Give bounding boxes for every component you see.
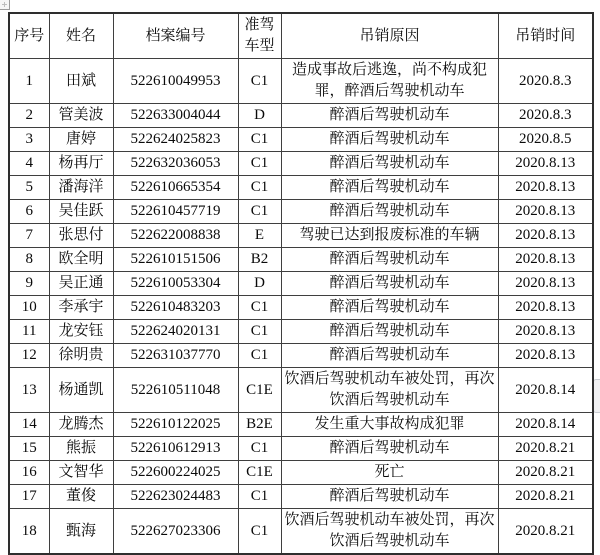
cell-revocation-date: 2020.8.21 <box>498 437 593 461</box>
table-move-handle-icon[interactable] <box>0 0 10 10</box>
cell-serial-number: 12 <box>9 344 49 368</box>
table-row <box>9 437 593 461</box>
cell-file-number: 522600224025 <box>113 461 238 485</box>
column-header-serial: 序号 <box>9 13 49 59</box>
table-row <box>9 248 593 272</box>
cell-serial-number: 15 <box>9 437 49 461</box>
cell-revocation-reason: 饮酒后驾驶机动车被处罚，再次饮酒后驾驶机动车 <box>281 368 498 413</box>
table-row <box>9 176 593 200</box>
cell-revocation-reason: 醉酒后驾驶机动车 <box>281 485 498 509</box>
cell-revocation-date: 2020.8.13 <box>498 296 593 320</box>
table-row <box>9 368 593 413</box>
cell-license-type: C1 <box>238 320 281 344</box>
cell-file-number: 522623024483 <box>113 485 238 509</box>
cell-name: 熊振 <box>49 437 113 461</box>
table-row <box>9 200 593 224</box>
cell-revocation-reason: 醉酒后驾驶机动车 <box>281 128 498 152</box>
cell-name: 田斌 <box>49 59 113 104</box>
cell-revocation-date: 2020.8.21 <box>498 485 593 509</box>
cell-serial-number: 9 <box>9 272 49 296</box>
cell-license-type: C1 <box>238 509 281 555</box>
column-header-date: 吊销时间 <box>498 13 593 59</box>
cell-serial-number: 2 <box>9 104 49 128</box>
cell-license-type: C1 <box>238 437 281 461</box>
cell-revocation-date: 2020.8.13 <box>498 272 593 296</box>
cell-file-number: 522610665354 <box>113 176 238 200</box>
cell-file-number: 522610151506 <box>113 248 238 272</box>
cell-license-type: C1 <box>238 200 281 224</box>
cell-revocation-reason: 醉酒后驾驶机动车 <box>281 344 498 368</box>
cell-file-number: 522610457719 <box>113 200 238 224</box>
cell-revocation-reason: 饮酒后驾驶机动车被处罚，再次饮酒后驾驶机动车 <box>281 509 498 555</box>
cell-revocation-date: 2020.8.3 <box>498 59 593 104</box>
cell-name: 欧全明 <box>49 248 113 272</box>
cell-revocation-reason: 醉酒后驾驶机动车 <box>281 152 498 176</box>
table-row <box>9 59 593 104</box>
cell-name: 文智华 <box>49 461 113 485</box>
cell-serial-number: 5 <box>9 176 49 200</box>
cell-license-type: C1 <box>238 128 281 152</box>
cell-file-number: 522610122025 <box>113 413 238 437</box>
table-header-row <box>9 13 593 59</box>
cell-revocation-date: 2020.8.13 <box>498 320 593 344</box>
cell-revocation-reason: 醉酒后驾驶机动车 <box>281 437 498 461</box>
cell-revocation-reason: 醉酒后驾驶机动车 <box>281 296 498 320</box>
scrollbar-thumb[interactable] <box>593 379 600 413</box>
table-row <box>9 485 593 509</box>
table-row <box>9 461 593 485</box>
cell-license-type: C1E <box>238 461 281 485</box>
cell-name: 杨再厅 <box>49 152 113 176</box>
cell-file-number: 522610053304 <box>113 272 238 296</box>
cell-file-number: 522610511048 <box>113 368 238 413</box>
cell-revocation-reason: 醉酒后驾驶机动车 <box>281 320 498 344</box>
cell-revocation-date: 2020.8.14 <box>498 368 593 413</box>
cell-serial-number: 14 <box>9 413 49 437</box>
cell-serial-number: 7 <box>9 224 49 248</box>
cell-revocation-date: 2020.8.13 <box>498 152 593 176</box>
column-header-name: 姓名 <box>49 13 113 59</box>
cell-revocation-reason: 醉酒后驾驶机动车 <box>281 248 498 272</box>
table-row <box>9 509 593 555</box>
cell-serial-number: 10 <box>9 296 49 320</box>
cell-serial-number: 16 <box>9 461 49 485</box>
cell-revocation-reason: 醉酒后驾驶机动车 <box>281 104 498 128</box>
table-row <box>9 272 593 296</box>
cell-serial-number: 1 <box>9 59 49 104</box>
column-header-file-number: 档案编号 <box>113 13 238 59</box>
cell-revocation-date: 2020.8.21 <box>498 461 593 485</box>
cell-license-type: E <box>238 224 281 248</box>
cell-file-number: 522610612913 <box>113 437 238 461</box>
cell-name: 徐明贵 <box>49 344 113 368</box>
table-row <box>9 152 593 176</box>
cell-name: 潘海洋 <box>49 176 113 200</box>
cell-name: 管美波 <box>49 104 113 128</box>
cell-name: 张思付 <box>49 224 113 248</box>
cell-name: 吴正通 <box>49 272 113 296</box>
cell-file-number: 522627023306 <box>113 509 238 555</box>
cell-license-type: C1 <box>238 59 281 104</box>
cell-license-type: C1 <box>238 485 281 509</box>
column-header-license-type: 准驾车型 <box>238 13 281 59</box>
table-row <box>9 320 593 344</box>
table-row <box>9 104 593 128</box>
cell-file-number: 522610483203 <box>113 296 238 320</box>
cell-name: 杨通凯 <box>49 368 113 413</box>
cell-revocation-date: 2020.8.5 <box>498 128 593 152</box>
cell-name: 龙安钰 <box>49 320 113 344</box>
cell-serial-number: 4 <box>9 152 49 176</box>
cell-revocation-date: 2020.8.13 <box>498 200 593 224</box>
cell-file-number: 522622008838 <box>113 224 238 248</box>
table-row <box>9 128 593 152</box>
cell-serial-number: 3 <box>9 128 49 152</box>
cell-file-number: 522624020131 <box>113 320 238 344</box>
cell-revocation-date: 2020.8.14 <box>498 413 593 437</box>
cell-file-number: 522631037770 <box>113 344 238 368</box>
cell-revocation-date: 2020.8.13 <box>498 344 593 368</box>
cell-file-number: 522633004044 <box>113 104 238 128</box>
cell-license-type: C1E <box>238 368 281 413</box>
table-row <box>9 344 593 368</box>
cell-serial-number: 18 <box>9 509 49 555</box>
cell-license-type: D <box>238 272 281 296</box>
cell-file-number: 522624025823 <box>113 128 238 152</box>
cell-name: 吴佳跃 <box>49 200 113 224</box>
cell-revocation-reason: 驾驶已达到报废标准的车辆 <box>281 224 498 248</box>
cell-revocation-date: 2020.8.21 <box>498 509 593 555</box>
cell-revocation-date: 2020.8.13 <box>498 176 593 200</box>
cell-serial-number: 6 <box>9 200 49 224</box>
cell-revocation-reason: 醉酒后驾驶机动车 <box>281 176 498 200</box>
cell-serial-number: 8 <box>9 248 49 272</box>
cell-revocation-reason: 醉酒后驾驶机动车 <box>281 272 498 296</box>
cell-license-type: C1 <box>238 296 281 320</box>
cell-revocation-reason: 造成事故后逃逸，尚不构成犯罪，醉酒后驾驶机动车 <box>281 59 498 104</box>
table-row <box>9 224 593 248</box>
license-revocation-table <box>8 12 594 555</box>
cell-license-type: D <box>238 104 281 128</box>
cell-revocation-reason: 死亡 <box>281 461 498 485</box>
cell-file-number: 522632036053 <box>113 152 238 176</box>
cell-name: 李承宇 <box>49 296 113 320</box>
cell-revocation-date: 2020.8.13 <box>498 248 593 272</box>
table-row <box>9 413 593 437</box>
cell-license-type: B2E <box>238 413 281 437</box>
cell-name: 唐婷 <box>49 128 113 152</box>
cell-revocation-reason: 发生重大事故构成犯罪 <box>281 413 498 437</box>
cell-name: 龙腾杰 <box>49 413 113 437</box>
cell-revocation-date: 2020.8.13 <box>498 224 593 248</box>
cell-name: 甄海 <box>49 509 113 555</box>
cell-serial-number: 17 <box>9 485 49 509</box>
cell-name: 董俊 <box>49 485 113 509</box>
column-header-reason: 吊销原因 <box>281 13 498 59</box>
cell-file-number: 522610049953 <box>113 59 238 104</box>
cell-serial-number: 13 <box>9 368 49 413</box>
table-row <box>9 296 593 320</box>
cell-revocation-date: 2020.8.3 <box>498 104 593 128</box>
cell-license-type: C1 <box>238 176 281 200</box>
cell-license-type: B2 <box>238 248 281 272</box>
cell-serial-number: 11 <box>9 320 49 344</box>
cell-license-type: C1 <box>238 344 281 368</box>
cell-license-type: C1 <box>238 152 281 176</box>
cell-revocation-reason: 醉酒后驾驶机动车 <box>281 200 498 224</box>
table-body <box>9 59 593 555</box>
